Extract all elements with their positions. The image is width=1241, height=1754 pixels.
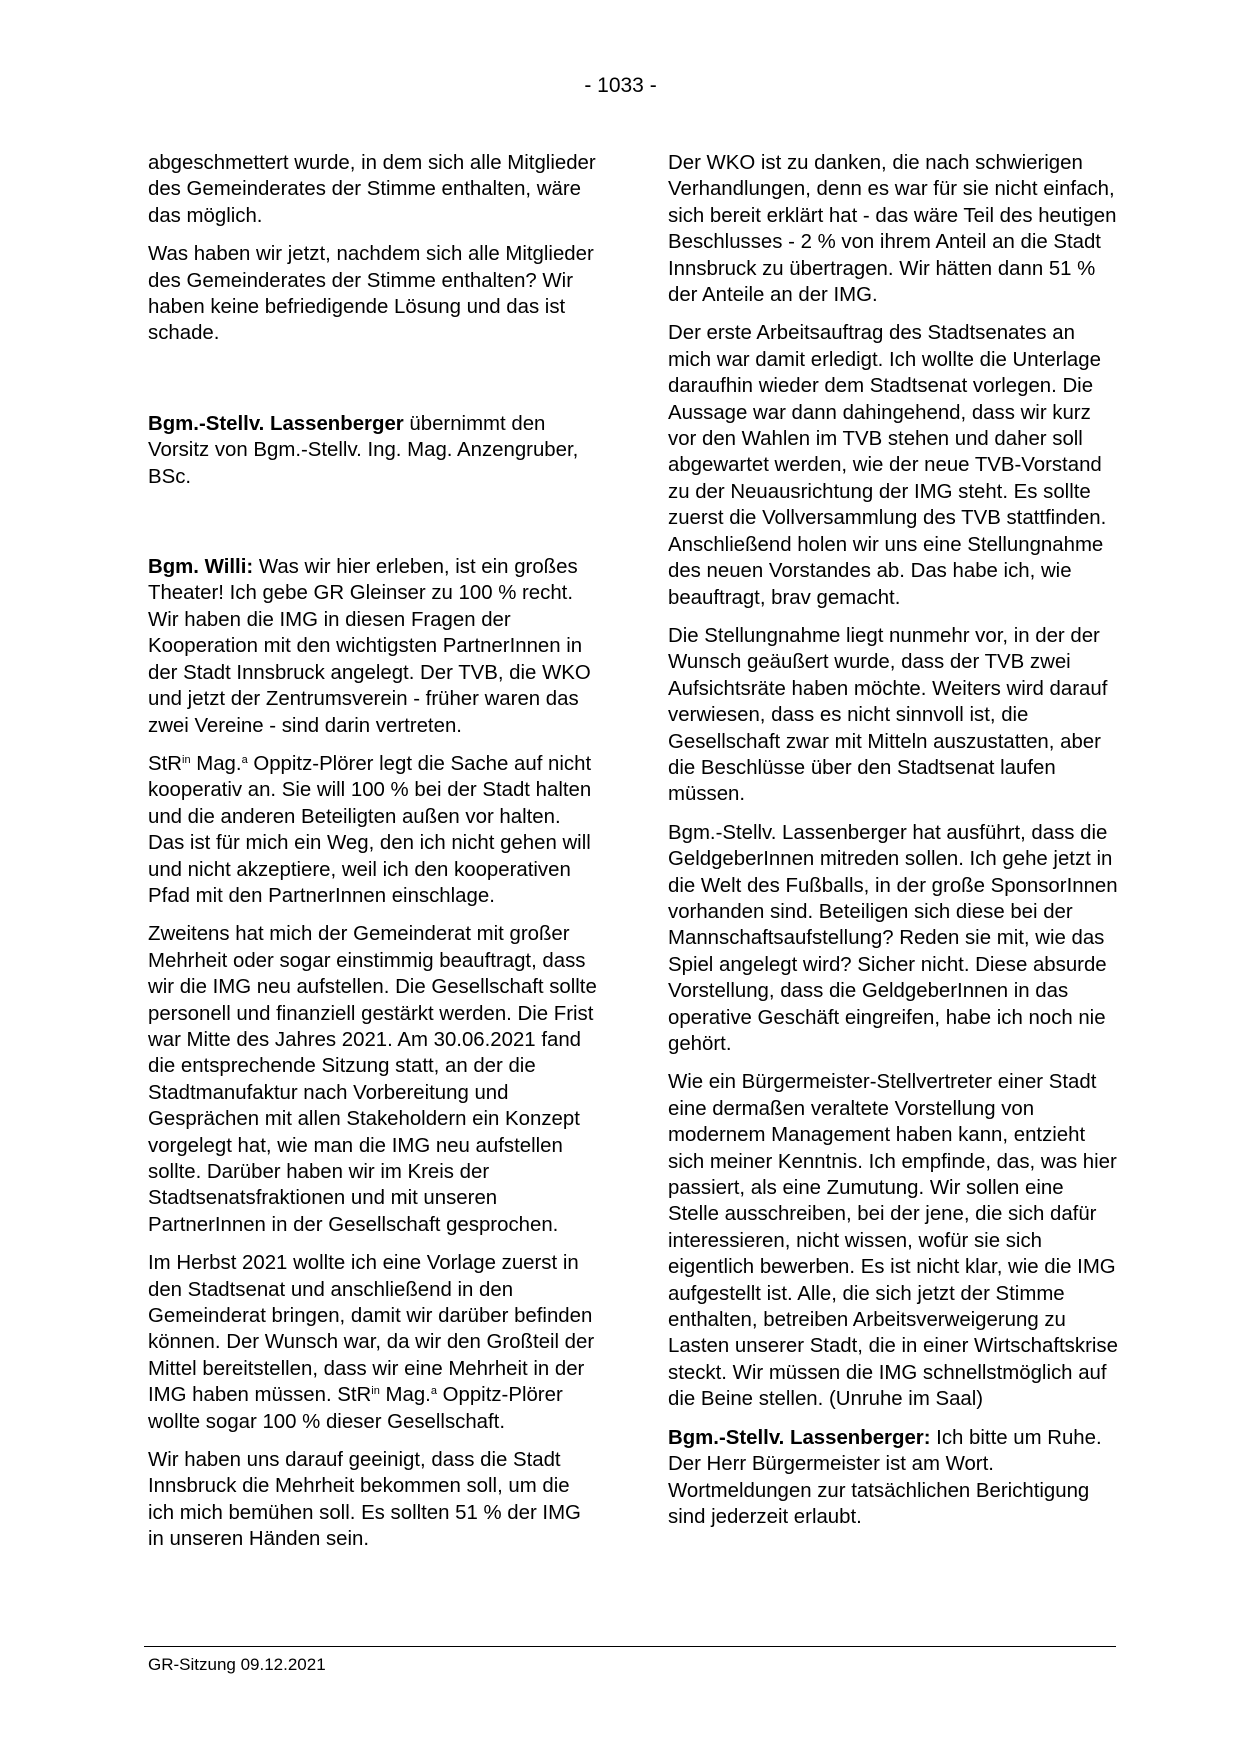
superscript: in [182, 753, 191, 766]
section-gap [148, 359, 598, 411]
speech-paragraph [148, 554, 598, 739]
paragraph-text: übernimmt den Vorsitz von Bgm.-Stellv. Ing. Mag. Anzengruber, BSc. [148, 412, 579, 488]
superscript: a [430, 1385, 437, 1398]
footer-divider [144, 1646, 1116, 1647]
speech-paragraph [668, 1425, 1118, 1531]
superscript: a [241, 753, 248, 766]
speaker-name: Bgm. Willi: [148, 556, 254, 579]
paragraph-text: Ich bitte um Ruhe. Der Herr Bürgermeister ist am Wort. Wortmeldungen zur tatsächlichen Berichtigung sind jederzeit erlaubt. [668, 1426, 1102, 1528]
speaker-name: Bgm.-Stellv. Lassenberger: [668, 1426, 931, 1449]
text-run: Mag. [379, 1384, 431, 1407]
page-number: - 1033 - [584, 74, 657, 97]
text-run: Mag. [190, 752, 242, 775]
paragraph: Der erste Arbeitsauftrag des Stadtsenates an mich war damit erledigt. Ich wollte die Unterlage daraufhin wieder dem Stadtsenat vorlegen. Die Aussage war dann dahingehend, dass wir kurz vor den Wahlen im TVB stehen und daher soll abgewartet werden, wie der neue TVB-Vorstand zu der Neuausrichtung der IMG steht. Es sollte zuerst die Vollversammlung des TVB stattfinden. Anschließend holen wir uns eine Stellungnahme des neuen Vorstandes ab. Das habe ich, wie beauftragt, brav gemacht. [668, 322, 1107, 609]
paragraph: Zweitens hat mich der Gemeinderat mit großer Mehrheit oder sogar einstimmig beauftragt, dass wir die IMG neu aufstellen. Die Gesellschaft sollte personell und finanziell gestärkt werden. Die Frist war Mitte des Jahres 2021. Am 30.06.2021 fand die entsprechende Sitzung statt, an der die Stadtmanufaktur nach Vorbereitung und Gesprächen mit allen Stakeholdern ein Konzept vorgelegt hat, wie man die IMG neu aufstellen sollte. Darüber haben wir im Kreis der Stadtsenatsfraktionen und mit unseren PartnerInnen in der Gesellschaft gesprochen. [148, 923, 597, 1236]
paragraph: Wie ein Bürgermeister-Stellvertreter einer Stadt eine dermaßen veraltete Vorstellung von modernem Management haben kann, entzieht sich meiner Kenntnis. Ich empfinde, das, was hier passiert, als eine Zumutung. Wir sollen eine Stelle ausschreiben, bei der jene, die sich dafür interessieren, nicht wissen, wofür sie sich eigentlich bewerben. Es ist nicht klar, wie die IMG aufgestellt ist. Alle, die sich jetzt der Stimme enthalten, betreiben Arbeitsverweigerung zu Lasten unserer Stadt, die in einer Wirtschaftskrise steckt. Wir müssen die IMG schnellstmöglich auf die Beine stellen. (Unruhe im Saal) [668, 1071, 1118, 1411]
right-column [668, 150, 1118, 1542]
text-run: Oppitz-Plörer wollte sogar 100 % dieser Gesellschaft. [148, 1384, 563, 1433]
text-run: StR [148, 752, 182, 775]
footer-session-date: GR-Sitzung 09.12.2021 [148, 1655, 326, 1674]
left-column [148, 150, 598, 1565]
paragraph [148, 751, 598, 909]
text-run: Im Herbst 2021 wollte ich eine Vorlage zuerst in den Stadtsenat und anschließend in den Gemeinderat bringen, damit wir darüber befinden können. Der Wunsch war, da wir den Großteil der Mittel bereitstellen, dass wir eine Mehrheit in der IMG haben müssen. StR [148, 1252, 595, 1407]
chair-change-notice [148, 411, 598, 490]
paragraph: abgeschmettert wurde, in dem sich alle Mitglieder des Gemeinderates der Stimme enthalten, wäre das möglich. [148, 152, 596, 227]
paragraph: Was haben wir jetzt, nachdem sich alle Mitglieder des Gemeinderates der Stimme enthalten? Wir haben keine befriedigende Lösung und das ist schade. [148, 243, 594, 345]
speaker-name: Bgm.-Stellv. Lassenberger [148, 412, 404, 435]
section-gap [148, 502, 598, 554]
paragraph [148, 1250, 598, 1435]
paragraph: Der WKO ist zu danken, die nach schwierigen Verhandlungen, denn es war für sie nicht einfach, sich bereit erklärt hat - das wäre Teil des heutigen Beschlusses - 2 % von ihrem Anteil an die Stadt Innsbruck zu übertragen. Wir hätten dann 51 % der Anteile an der IMG. [668, 152, 1117, 307]
paragraph-text: Was wir hier erleben, ist ein großes Theater! Ich gebe GR Gleinser zu 100 % recht. Wir haben die IMG in diesen Fragen der Kooperation mit den wichtigsten PartnerInnen in der Stadt Innsbruck angelegt. Der TVB, die WKO und jetzt der Zentrumsverein - früher waren das zwei Vereine - sind darin vertreten. [148, 556, 591, 737]
superscript: in [371, 1385, 380, 1398]
paragraph: Die Stellungnahme liegt nunmehr vor, in der der Wunsch geäußert wurde, dass der TVB zwei Aufsichtsräte haben möchte. Weiters wird darauf verwiesen, dass es nicht sinnvoll ist, die Gesellschaft zwar mit Mitteln auszustatten, aber die Beschlüsse über den Stadtsenat laufen müssen. [668, 624, 1108, 806]
paragraph: Wir haben uns darauf geeinigt, dass die Stadt Innsbruck die Mehrheit bekommen soll, um die ich mich bemühen soll. Es sollten 51 % der IMG in unseren Händen sein. [148, 1449, 581, 1551]
text-run: Oppitz-Plörer legt die Sache auf nicht kooperativ an. Sie will 100 % bei der Stadt halten und die anderen Beteiligten außen vor halten. Das ist für mich ein Weg, den ich nicht gehen will und nicht akzeptiere, weil ich den kooperativen Pfad mit den PartnerInnen einschlage. [148, 752, 592, 907]
paragraph: Bgm.-Stellv. Lassenberger hat ausführt, dass die GeldgeberInnen mitreden sollen. Ich gehe jetzt in die Welt des Fußballs, in der große SponsorInnen vorhanden sind. Beteiligen sich diese bei der Mannschaftsaufstellung? Reden sie mit, wie das Spiel angelegt wird? Sicher nicht. Diese absurde Vorstellung, dass die GeldgeberInnen in das operative Geschäft eingreifen, habe ich noch nie gehört. [668, 821, 1118, 1055]
